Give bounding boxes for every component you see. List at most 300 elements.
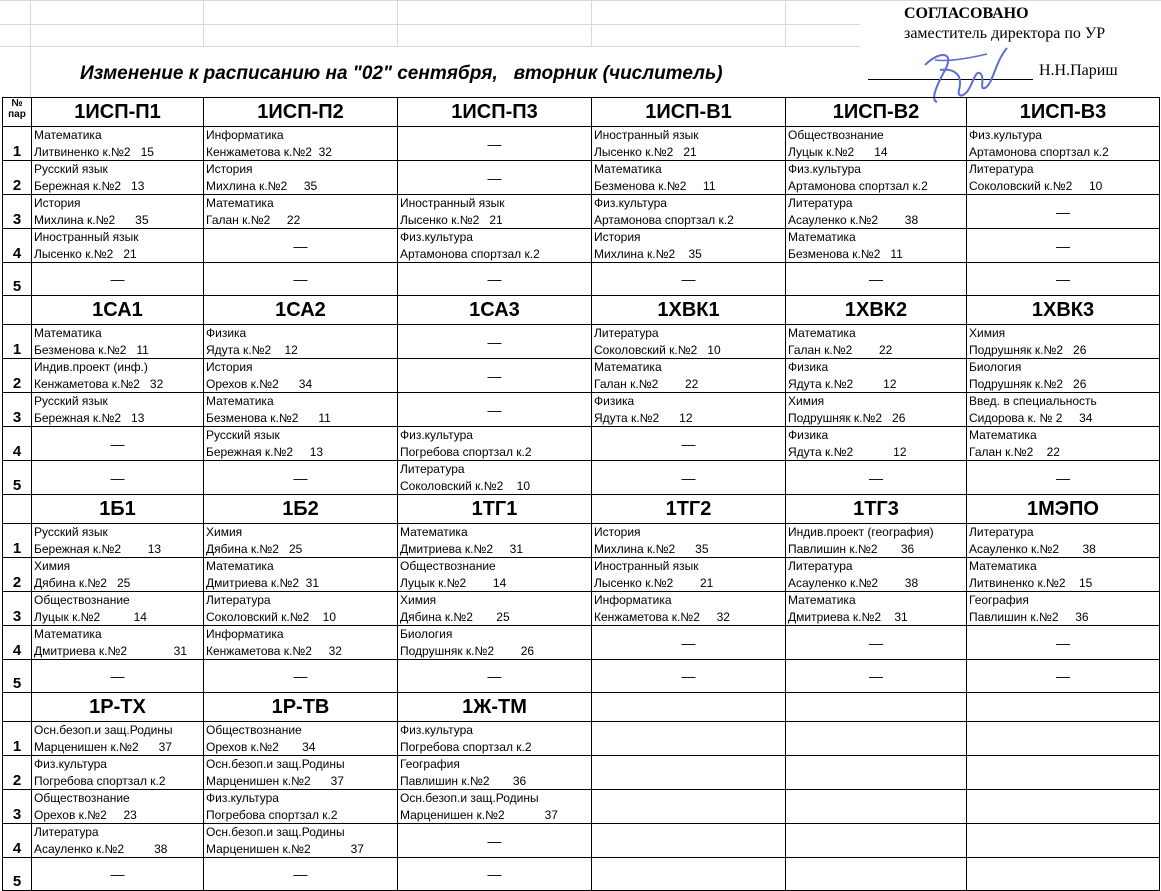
teacher-room: Ядута к.№2 12 [788, 376, 897, 391]
teacher-room: Галан к.№2 22 [206, 212, 301, 227]
class-cell [204, 626, 398, 660]
subject-name: Литература [594, 326, 659, 340]
approval-role: заместитель директора по УР [904, 25, 1106, 42]
subject-name: История [34, 196, 81, 210]
subject-name: Физ.культура [400, 723, 473, 737]
group-name: 1Б2 [204, 495, 398, 524]
pair-row [3, 263, 1160, 296]
teacher-room: Асауленко к.№2 38 [34, 841, 168, 856]
pair-number [3, 359, 32, 393]
pair-number [3, 858, 32, 891]
teacher-room: Лысенко к.№2 21 [34, 246, 137, 261]
pair-row [3, 626, 1160, 660]
group-name: 1МЭПО [967, 495, 1160, 524]
subject-name: Физика [788, 360, 829, 374]
group-name: 1ХВК3 [967, 296, 1160, 325]
pair-row [3, 325, 1160, 359]
teacher-room: Дмитриева к.№2 31 [34, 643, 188, 658]
class-cell [398, 790, 592, 824]
subject-name: Литература [206, 593, 271, 607]
class-cell [592, 359, 786, 393]
pair-number [3, 427, 32, 461]
no-class-cell: — [32, 660, 204, 693]
class-cell [204, 161, 398, 195]
subject-name: Обществознание [34, 593, 130, 607]
teacher-room: Погребова спортзал к.2 [400, 444, 532, 459]
subject-name: Математика [206, 394, 274, 408]
no-class-cell: — [398, 127, 592, 161]
pair-number-header-blank [3, 495, 32, 524]
pair-number-label: 3 [12, 608, 22, 625]
group-name: 1Ж-ТМ [398, 693, 592, 722]
class-cell [32, 592, 204, 626]
class-cell [32, 824, 204, 858]
pair-number [3, 626, 32, 660]
pair-number-label: 2 [12, 772, 22, 789]
subject-name: Русский язык [34, 162, 108, 176]
pair-number [3, 263, 32, 296]
group-header-row [3, 98, 1160, 127]
teacher-room: Галан к.№2 22 [788, 342, 893, 357]
subject-name: Математика [34, 326, 102, 340]
teacher-room: Сидорова к. № 2 34 [969, 410, 1093, 425]
no-class-cell: — [967, 195, 1160, 229]
pair-number-label: 1 [12, 143, 22, 160]
group-name [967, 693, 1160, 722]
pair-number-label: 5 [12, 278, 22, 295]
class-cell [204, 592, 398, 626]
subject-name: Информатика [206, 128, 284, 142]
subject-name: Химия [788, 394, 825, 408]
empty-cell [967, 756, 1160, 790]
subject-name: Индив.проект (география) [788, 525, 934, 539]
pair-row [3, 195, 1160, 229]
group-name: 1ХВК1 [592, 296, 786, 325]
class-cell [967, 161, 1160, 195]
teacher-room: Дябина к.№2 25 [400, 609, 510, 624]
subject-name: Химия [969, 326, 1006, 340]
class-cell [204, 427, 398, 461]
pair-row [3, 558, 1160, 592]
class-cell [592, 229, 786, 263]
no-class-cell: — [967, 461, 1160, 495]
subject-name: Физ.культура [400, 428, 473, 442]
group-header-row [3, 296, 1160, 325]
group-name: 1ИСП-П2 [204, 98, 398, 127]
no-class-cell: — [204, 229, 398, 263]
class-cell [592, 127, 786, 161]
pair-row [3, 161, 1160, 195]
teacher-room: Асауленко к.№2 38 [788, 575, 919, 590]
class-cell [592, 195, 786, 229]
class-cell [786, 359, 967, 393]
group-header-row [3, 495, 1160, 524]
no-class-cell: — [967, 626, 1160, 660]
teacher-room: Подрушняк к.№2 26 [788, 410, 906, 425]
group-name: 1Р-ТХ [32, 693, 204, 722]
empty-cell [592, 824, 786, 858]
teacher-room: Подрушняк к.№2 26 [969, 376, 1087, 391]
group-name: 1ТГ3 [786, 495, 967, 524]
no-class-cell: — [204, 263, 398, 296]
class-cell [592, 325, 786, 359]
subject-name: Математика [969, 559, 1037, 573]
group-header-row [3, 693, 1160, 722]
subject-name: Иностранный язык [594, 559, 699, 573]
subject-name: Литература [788, 559, 853, 573]
teacher-room: Кенжаметова к.№2 32 [594, 609, 730, 624]
pair-number [3, 592, 32, 626]
subject-name: Химия [206, 525, 243, 539]
empty-cell [592, 756, 786, 790]
no-class-cell: — [398, 858, 592, 891]
class-cell [32, 756, 204, 790]
class-cell [398, 524, 592, 558]
pair-number-label: 3 [12, 211, 22, 228]
class-cell [398, 558, 592, 592]
empty-cell [967, 858, 1160, 891]
pair-number-label: 3 [12, 806, 22, 823]
subject-name: Обществознание [34, 791, 130, 805]
pair-row [3, 524, 1160, 558]
teacher-room: Кенжаметова к.№2 32 [206, 643, 342, 658]
teacher-room: Соколовский к.№2 10 [594, 342, 721, 357]
schedule-table [2, 97, 1160, 891]
group-name: 1ТГ1 [398, 495, 592, 524]
teacher-room: Подрушняк к.№2 26 [969, 342, 1087, 357]
pair-number-label: 1 [12, 341, 22, 358]
class-cell [32, 558, 204, 592]
pair-number [3, 461, 32, 495]
teacher-room: Ядута к.№2 12 [594, 410, 693, 425]
pair-row [3, 127, 1160, 161]
class-cell [32, 359, 204, 393]
class-cell [592, 524, 786, 558]
subject-name: Физика [206, 326, 247, 340]
group-name: 1ХВК2 [786, 296, 967, 325]
subject-name: Физ.культура [594, 196, 667, 210]
empty-cell [592, 722, 786, 756]
no-class-cell: — [592, 461, 786, 495]
class-cell [204, 524, 398, 558]
subject-name: Осн.безоп.и защ.Родины [400, 791, 539, 805]
no-class-cell: — [32, 427, 204, 461]
teacher-room: Ядута к.№2 12 [788, 444, 907, 459]
class-cell [398, 722, 592, 756]
teacher-room: Безменова к.№2 11 [34, 342, 149, 357]
pair-number-label: 3 [12, 409, 22, 426]
teacher-room: Павлишин к.№2 36 [400, 773, 527, 788]
class-cell [786, 325, 967, 359]
class-cell [32, 626, 204, 660]
pair-row [3, 359, 1160, 393]
pair-number-label: 5 [12, 477, 22, 494]
subject-name: Русский язык [34, 394, 108, 408]
teacher-room: Соколовский к.№2 10 [400, 478, 530, 493]
teacher-room: Артамонова спортзал к.2 [594, 212, 734, 227]
teacher-room: Лысенко к.№2 21 [594, 144, 697, 159]
no-class-cell: — [786, 626, 967, 660]
pair-number-header: № пар [3, 98, 32, 127]
subject-name: Обществознание [400, 559, 496, 573]
group-name: 1Р-ТВ [204, 693, 398, 722]
teacher-room: Михлина к.№2 35 [34, 212, 149, 227]
subject-name: Введ. в специальность [969, 394, 1097, 408]
teacher-room: Луцык к.№2 14 [34, 609, 147, 624]
subject-name: Информатика [206, 627, 284, 641]
subject-name: Физ.культура [34, 757, 107, 771]
teacher-room: Безменова к.№2 11 [206, 410, 331, 425]
group-name: 1ИСП-В1 [592, 98, 786, 127]
class-cell [786, 592, 967, 626]
teacher-room: Павлишин к.№2 36 [788, 541, 915, 556]
empty-cell [967, 790, 1160, 824]
empty-cell [786, 790, 967, 824]
subject-name: Биология [400, 627, 453, 641]
pair-row [3, 393, 1160, 427]
pair-number-label: 4 [12, 245, 22, 262]
class-cell [592, 393, 786, 427]
teacher-room: Погребова спортзал к.2 [34, 773, 166, 788]
class-cell [967, 524, 1160, 558]
teacher-room: Дмитриева к.№2 31 [400, 541, 524, 556]
pair-row [3, 427, 1160, 461]
teacher-room: Орехов к.№2 34 [206, 376, 313, 391]
class-cell [967, 393, 1160, 427]
class-cell [398, 756, 592, 790]
subject-name: Физ.культура [400, 230, 473, 244]
subject-name: Математика [788, 593, 856, 607]
pair-number-label: 2 [12, 375, 22, 392]
subject-name: Математика [34, 627, 102, 641]
subject-name: Биология [969, 360, 1022, 374]
subject-name: История [206, 360, 253, 374]
class-cell [204, 325, 398, 359]
pair-row [3, 824, 1160, 858]
empty-cell [592, 858, 786, 891]
group-name: 1ТГ2 [592, 495, 786, 524]
subject-name: Физ.культура [206, 791, 279, 805]
subject-name: Обществознание [206, 723, 302, 737]
class-cell [204, 790, 398, 824]
no-class-cell: — [32, 461, 204, 495]
class-cell [32, 524, 204, 558]
empty-cell [967, 824, 1160, 858]
class-cell [967, 325, 1160, 359]
teacher-room: Ядута к.№2 12 [206, 342, 298, 357]
class-cell [786, 393, 967, 427]
empty-cell [786, 858, 967, 891]
subject-name: Иностранный язык [594, 128, 699, 142]
subject-name: Иностранный язык [400, 196, 505, 210]
subject-name: География [969, 593, 1029, 607]
pair-number-label: 4 [12, 642, 22, 659]
approval-heading: СОГЛАСОВАНО [904, 5, 1029, 22]
no-class-cell: — [398, 824, 592, 858]
subject-name: Русский язык [206, 428, 280, 442]
no-class-cell: — [786, 461, 967, 495]
class-cell [32, 195, 204, 229]
class-cell [204, 722, 398, 756]
group-name [592, 693, 786, 722]
no-class-cell: — [398, 263, 592, 296]
subject-name: Математика [969, 428, 1037, 442]
group-name: 1СА3 [398, 296, 592, 325]
teacher-room: Лысенко к.№2 21 [594, 575, 714, 590]
teacher-room: Литвиненко к.№2 15 [34, 144, 154, 159]
subject-name: Математика [788, 326, 856, 340]
class-cell [204, 127, 398, 161]
teacher-room: Бережная к.№2 13 [34, 178, 145, 193]
class-cell [398, 427, 592, 461]
pair-number-label: 1 [12, 738, 22, 755]
empty-cell [592, 790, 786, 824]
class-cell [32, 790, 204, 824]
teacher-room: Кенжаметова к.№2 32 [206, 144, 332, 159]
teacher-room: Михлина к.№2 35 [594, 246, 702, 261]
no-class-cell: — [398, 325, 592, 359]
subject-name: Физика [788, 428, 829, 442]
class-cell [32, 722, 204, 756]
class-cell [786, 161, 967, 195]
pair-number-header-blank [3, 693, 32, 722]
subject-name: История [206, 162, 253, 176]
no-class-cell: — [204, 660, 398, 693]
pair-number [3, 824, 32, 858]
class-cell [398, 229, 592, 263]
class-cell [204, 756, 398, 790]
subject-name: История [594, 230, 641, 244]
teacher-room: Артамонова спортзал к.2 [400, 246, 540, 261]
subject-name: Физ.культура [969, 128, 1042, 142]
pair-number-label: 5 [12, 675, 22, 692]
pair-number [3, 756, 32, 790]
no-class-cell: — [398, 393, 592, 427]
no-class-cell: — [204, 461, 398, 495]
pair-number [3, 325, 32, 359]
teacher-room: Орехов к.№2 23 [34, 807, 137, 822]
subject-name: Русский язык [34, 525, 108, 539]
page-title: Изменение к расписанию на "02" сентября, вторник (числитель) [80, 63, 723, 84]
pair-row [3, 722, 1160, 756]
no-class-cell: — [967, 660, 1160, 693]
pair-row [3, 229, 1160, 263]
no-class-cell: — [592, 427, 786, 461]
subject-name: Математика [206, 196, 274, 210]
class-cell [204, 393, 398, 427]
class-cell [592, 558, 786, 592]
class-cell [32, 229, 204, 263]
teacher-room: Марценишен к.№2 37 [206, 841, 364, 856]
class-cell [967, 359, 1160, 393]
subject-name: Литература [969, 162, 1034, 176]
pair-number-label: 2 [12, 574, 22, 591]
pair-number [3, 195, 32, 229]
group-name: 1ИСП-П1 [32, 98, 204, 127]
pair-number-label: 5 [12, 873, 22, 890]
teacher-room: Дмитриева к.№2 31 [206, 575, 320, 590]
subject-name: Физика [594, 394, 635, 408]
empty-cell [786, 722, 967, 756]
teacher-room: Павлишин к.№2 36 [969, 609, 1089, 624]
teacher-room: Кенжаметова к.№2 32 [34, 376, 164, 391]
group-name: 1ИСП-В3 [967, 98, 1160, 127]
no-class-cell: — [398, 359, 592, 393]
no-class-cell: — [204, 858, 398, 891]
teacher-room: Артамонова спортзал к.2 [788, 178, 928, 193]
class-cell [398, 626, 592, 660]
approval-block [904, 4, 1105, 44]
group-name: 1СА2 [204, 296, 398, 325]
class-cell [592, 161, 786, 195]
class-cell [204, 558, 398, 592]
no-class-cell: — [592, 660, 786, 693]
class-cell [786, 127, 967, 161]
subject-name: Информатика [594, 593, 672, 607]
teacher-room: Погребова спортзал к.2 [206, 807, 338, 822]
teacher-room: Артамонова спортзал к.2 [969, 144, 1109, 159]
no-class-cell: — [398, 660, 592, 693]
subject-name: Литература [400, 462, 465, 476]
pair-number [3, 790, 32, 824]
teacher-room: Безменова к.№2 11 [788, 246, 903, 261]
class-cell [398, 592, 592, 626]
no-class-cell: — [967, 229, 1160, 263]
class-cell [592, 592, 786, 626]
group-name: 1СА1 [32, 296, 204, 325]
subject-name: Математика [594, 162, 662, 176]
teacher-room: Орехов к.№2 34 [206, 739, 316, 754]
subject-name: Литература [969, 525, 1034, 539]
pair-number-label: 4 [12, 443, 22, 460]
pair-number-header-blank [3, 296, 32, 325]
no-class-cell: — [32, 858, 204, 891]
empty-cell [786, 824, 967, 858]
pair-number [3, 127, 32, 161]
no-class-cell: — [967, 263, 1160, 296]
class-cell [967, 592, 1160, 626]
pair-number [3, 524, 32, 558]
class-cell [204, 359, 398, 393]
no-class-cell: — [786, 263, 967, 296]
pair-row [3, 756, 1160, 790]
pair-row [3, 790, 1160, 824]
teacher-room: Безменова к.№2 11 [594, 178, 716, 193]
subject-name: География [400, 757, 460, 771]
class-cell [204, 824, 398, 858]
subject-name: История [594, 525, 641, 539]
subject-name: Обществознание [788, 128, 884, 142]
pair-number [3, 161, 32, 195]
class-cell [786, 229, 967, 263]
teacher-room: Подрушняк к.№2 26 [400, 643, 535, 658]
no-class-cell: — [592, 626, 786, 660]
teacher-room: Луцык к.№2 14 [400, 575, 507, 590]
teacher-room: Михлина к.№2 35 [206, 178, 318, 193]
teacher-room: Дябина к.№2 25 [34, 575, 131, 590]
class-cell [32, 393, 204, 427]
pair-number [3, 393, 32, 427]
group-name: 1ИСП-В2 [786, 98, 967, 127]
pair-number-label: 4 [12, 840, 22, 857]
class-cell [967, 427, 1160, 461]
class-cell [32, 161, 204, 195]
class-cell [786, 195, 967, 229]
pair-number-label: 2 [12, 177, 22, 194]
teacher-room: Марценишен к.№2 37 [206, 773, 344, 788]
class-cell [204, 195, 398, 229]
teacher-room: Марценишен к.№2 37 [34, 739, 172, 754]
